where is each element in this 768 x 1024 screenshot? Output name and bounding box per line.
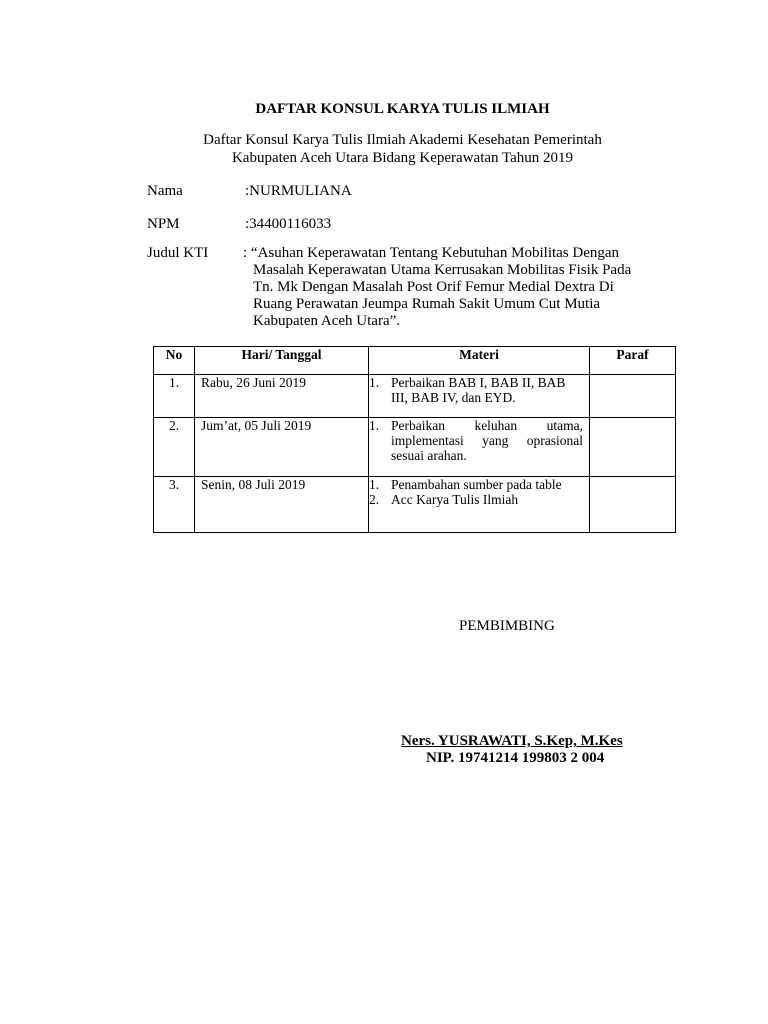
- header-materi: Materi: [369, 347, 590, 375]
- row-materi: [369, 418, 590, 477]
- row-date: Rabu, 26 Juni 2019: [195, 375, 369, 418]
- row-no: 3.: [154, 477, 195, 533]
- judul-label: Judul KTI: [147, 245, 209, 261]
- materi-text: Penambahan sumber pada table: [391, 477, 562, 492]
- materi-text: Perbaikan keluhan utama, implementasi yang oprasional sesuai arahan.: [391, 418, 583, 463]
- pembimbing-name: Ners. YUSRAWATI, S.Kep, M.Kes: [401, 733, 623, 749]
- materi-num: 2.: [369, 492, 380, 507]
- header-paraf: Paraf: [590, 347, 676, 375]
- judul-line: : “Asuhan Keperawatan Tentang Kebutuhan Mobilitas Dengan: [243, 245, 620, 261]
- judul-line: Ruang Perawatan Jeumpa Rumah Sakit Umum Cut Mutia: [253, 296, 601, 312]
- row-date: Senin, 08 Juli 2019: [195, 477, 369, 533]
- row-no: 1.: [154, 375, 195, 418]
- npm-value: :34400116033: [245, 216, 332, 232]
- materi-item: [369, 477, 589, 492]
- judul-line: Masalah Keperawatan Utama Kerrusakan Mobilitas Fisik Pada: [253, 262, 632, 278]
- row-paraf: [590, 418, 676, 477]
- row-paraf: [590, 375, 676, 418]
- materi-item: [369, 375, 589, 405]
- materi-num: 1.: [369, 418, 380, 433]
- npm-label: NPM: [147, 216, 180, 232]
- materi-item: [369, 492, 589, 507]
- header-no: No: [154, 347, 195, 375]
- row-paraf: [590, 477, 676, 533]
- document-subtitle-line1: Daftar Konsul Karya Tulis Ilmiah Akademi Kesehatan Pemerintah: [203, 132, 602, 148]
- table-row: [154, 418, 676, 477]
- pembimbing-nip: NIP. 19741214 199803 2 004: [426, 750, 605, 766]
- header-hari-tanggal: Hari/ Tanggal: [195, 347, 369, 375]
- row-materi: [369, 375, 590, 418]
- nama-value: :NURMULIANA: [245, 183, 352, 199]
- materi-text: Perbaikan BAB I, BAB II, BAB III, BAB IV, dan EYD.: [391, 375, 566, 405]
- judul-line: Tn. Mk Dengan Masalah Post Orif Femur Medial Dextra Di: [253, 279, 614, 295]
- materi-num: 1.: [369, 477, 380, 492]
- table-header-row: [154, 347, 676, 375]
- table-row: [154, 375, 676, 418]
- konsul-table: [153, 346, 676, 533]
- nama-label: Nama: [147, 183, 183, 199]
- judul-line: Kabupaten Aceh Utara”.: [253, 313, 401, 329]
- row-materi: [369, 477, 590, 533]
- document-subtitle-line2: Kabupaten Aceh Utara Bidang Keperawatan Tahun 2019: [231, 150, 574, 166]
- pembimbing-label: PEMBIMBING: [459, 618, 555, 634]
- table-row: [154, 477, 676, 533]
- materi-num: 1.: [369, 375, 380, 390]
- materi-text: Acc Karya Tulis Ilmiah: [391, 492, 519, 507]
- row-date: Jum’at, 05 Juli 2019: [195, 418, 369, 477]
- materi-item: [369, 418, 589, 463]
- row-no: 2.: [154, 418, 195, 477]
- document-title: DAFTAR KONSUL KARYA TULIS ILMIAH: [255, 101, 550, 117]
